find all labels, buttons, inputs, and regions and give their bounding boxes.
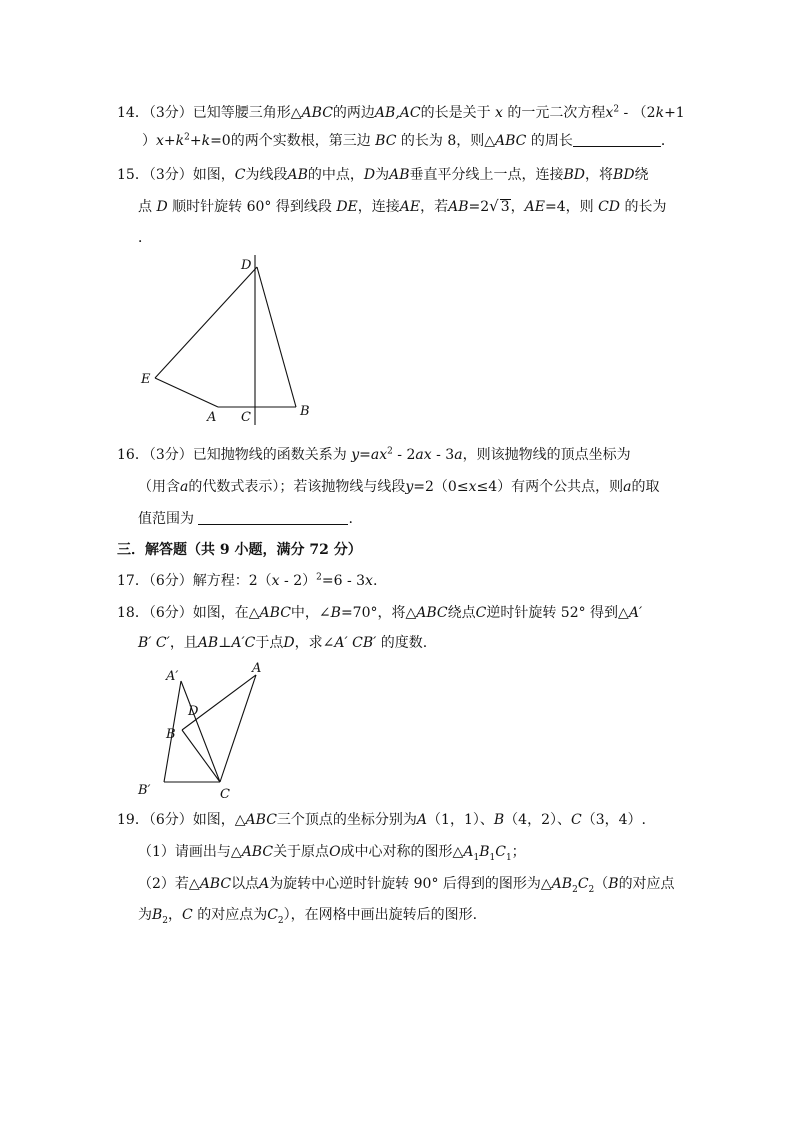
q19-points: （6分） bbox=[148, 812, 193, 828]
segment-ab bbox=[182, 675, 256, 730]
point-d-label: D bbox=[241, 258, 252, 273]
q18-line-2: B′ C′，且AB⊥A′C于点D，求∠A′ CB′ 的度数. bbox=[138, 635, 428, 651]
segment-a-prime-c bbox=[181, 681, 220, 782]
q14-line-2: ）$x+k^2+k=0$的两个实数根，第三边 BC 的长为 8，则△ABC 的周长 ． bbox=[142, 132, 675, 149]
point-c-label: C bbox=[241, 410, 251, 425]
q15-figure bbox=[130, 250, 330, 435]
q14-points: （3分） bbox=[148, 105, 193, 121]
segment-ea bbox=[155, 378, 218, 407]
q14-line-1: 14．（3分）已知等腰三角形△ABC的两边AB,AC的长是关于 x 的一元二次方程$x^2 - (2k+1$ bbox=[117, 104, 685, 121]
q17-points: （6分） bbox=[148, 573, 193, 589]
q17-number: 17 bbox=[117, 573, 135, 589]
point-a-label: A bbox=[207, 410, 217, 425]
point-e-label: E bbox=[141, 372, 151, 387]
q15-line-1: 15．（3分）如图，C为线段AB的中点，D为AB垂直平分线上一点，连接BD，将BD绕 bbox=[117, 167, 649, 183]
q15-line-2: 点 D 顺时针旋转 60° 得到线段 DE，连接AE，若AB=2√ 3，AE=4，则 CD 的长为 bbox=[138, 197, 667, 215]
sqrt-radicand: 3 bbox=[500, 199, 510, 215]
q18-points: （6分） bbox=[148, 605, 193, 621]
segment-db bbox=[257, 267, 296, 407]
point-d-label: D bbox=[188, 704, 199, 719]
q19-number: 19 bbox=[117, 812, 135, 828]
q18-number: 18 bbox=[117, 605, 135, 621]
q16-number: 16 bbox=[117, 447, 135, 463]
q14-answer-blank[interactable] bbox=[573, 132, 661, 147]
q19-line-3: （2）若△ABC以点A为旋转中心逆时针旋转 90° 后得到的图形为$\triangle AB_2C_2(B$的对应点 bbox=[138, 876, 675, 895]
q14-number: 14 bbox=[117, 105, 135, 121]
section-header: 三．解答题（共 9 小题，满分 72 分） bbox=[117, 542, 362, 558]
point-c-label: C bbox=[220, 787, 230, 802]
q16-points: （3分） bbox=[148, 447, 193, 463]
segment-ac bbox=[220, 675, 256, 782]
point-b-label: B bbox=[166, 727, 176, 742]
q15-number: 15 bbox=[117, 167, 135, 183]
point-b-prime-label: B′ bbox=[138, 783, 151, 798]
q19-line-4: 为$B_2$，C 的对应点为$C_2$），在网格中画出旋转后的图形. bbox=[138, 907, 478, 926]
q17-line: 17．（6分）解方程：2（x - 2）$^2$=6 - 3x. bbox=[117, 572, 378, 589]
q16-line-2: （用含a的代数式表示）；若该抛物线与线段y=2（0≤x≤4）有两个公共点，则a的取 bbox=[138, 479, 660, 495]
q16-line-1: 16．（3分）已知抛物线的函数关系为 $y=ax^2 - 2ax - 3a$，则该抛物线的顶点坐标为 bbox=[117, 446, 631, 463]
segment-bc bbox=[182, 730, 220, 782]
q18-line-1: 18．（6分）如图，在△ABC中，∠B=70°，将△ABC绕点C逆时针旋转 52° 得到△A′ bbox=[117, 605, 643, 621]
q19-line-1: 19．（6分）如图，△ABC三个顶点的坐标分别为A（1，1）、B（4，2）、C（3，4）. bbox=[117, 812, 646, 828]
q16-line-3: 值范围为 . bbox=[138, 511, 353, 527]
point-a-prime-label: A′ bbox=[166, 669, 179, 684]
point-b-label: B bbox=[300, 404, 310, 419]
q16-answer-blank[interactable] bbox=[198, 510, 348, 525]
q15-points: （3分） bbox=[148, 167, 193, 183]
point-a-label: A bbox=[252, 661, 262, 676]
q18-figure bbox=[130, 655, 280, 805]
q15-line-3: ． bbox=[138, 230, 152, 246]
q19-line-2: （1）请画出与△ABC关于原点O成中心对称的图形$\triangle A_1B_1C_1$； bbox=[138, 844, 526, 863]
segment-de bbox=[155, 267, 257, 378]
